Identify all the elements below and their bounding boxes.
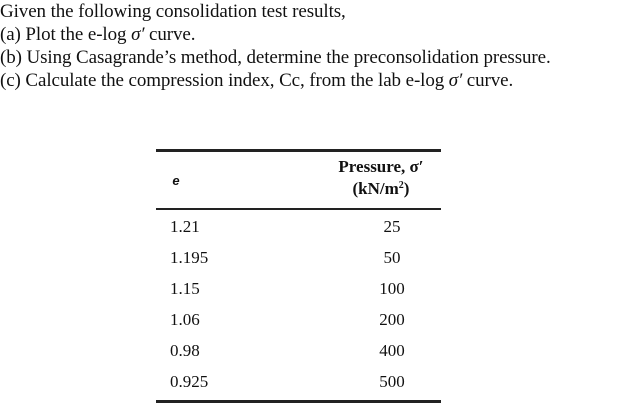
cell-void-ratio: 1.195 [170, 248, 209, 267]
part-c-sigma: σ′ [448, 70, 463, 91]
part-b-text: (b) Using Casagrande’s method, determine the preconsolidation pressure. [0, 47, 551, 68]
question-part-c [0, 69, 615, 92]
header-pressure [321, 156, 441, 200]
units-text: (kN/m [352, 179, 399, 198]
header-void-ratio: e [172, 172, 180, 188]
question-intro [0, 0, 615, 23]
table-row [156, 213, 441, 244]
cell-pressure: 100 [379, 279, 405, 298]
question-part-a [0, 23, 615, 46]
cell-pressure: 500 [379, 372, 405, 391]
cell-pressure: 25 [383, 217, 401, 236]
cell-pressure: 400 [379, 341, 405, 360]
units-exponent: 2 [398, 180, 404, 191]
units-close: ) [403, 179, 410, 198]
question-text [0, 0, 615, 92]
header-pressure-units [321, 178, 441, 200]
table-header [156, 152, 441, 208]
question-intro-text: Given the following consolidation test results, [0, 1, 346, 22]
cell-pressure: 200 [379, 310, 405, 329]
question-part-b [0, 46, 615, 69]
table-row [156, 368, 441, 399]
cell-void-ratio: 1.06 [170, 310, 200, 329]
table-row [156, 244, 441, 275]
cell-void-ratio: 0.925 [170, 372, 209, 391]
part-a-sigma: σ′ [131, 24, 145, 45]
cell-void-ratio: 0.98 [170, 341, 200, 360]
header-pressure-line1: Pressure, σ′ [338, 157, 424, 176]
cell-void-ratio: 1.15 [170, 279, 200, 298]
part-a-text-end: curve. [144, 24, 196, 45]
cell-pressure: 50 [383, 248, 401, 267]
table-row [156, 275, 441, 306]
part-c-text-end: curve. [462, 70, 514, 91]
table-row [156, 337, 441, 368]
consolidation-table [156, 149, 441, 403]
part-c-text: (c) Calculate the compression index, Cc, from the lab e-log [0, 70, 449, 91]
cell-void-ratio: 1.21 [170, 217, 200, 236]
part-a-text: (a) Plot the e-log [0, 24, 132, 45]
table-row [156, 306, 441, 337]
table-bottom-rule [156, 400, 441, 403]
table-body [156, 210, 441, 400]
